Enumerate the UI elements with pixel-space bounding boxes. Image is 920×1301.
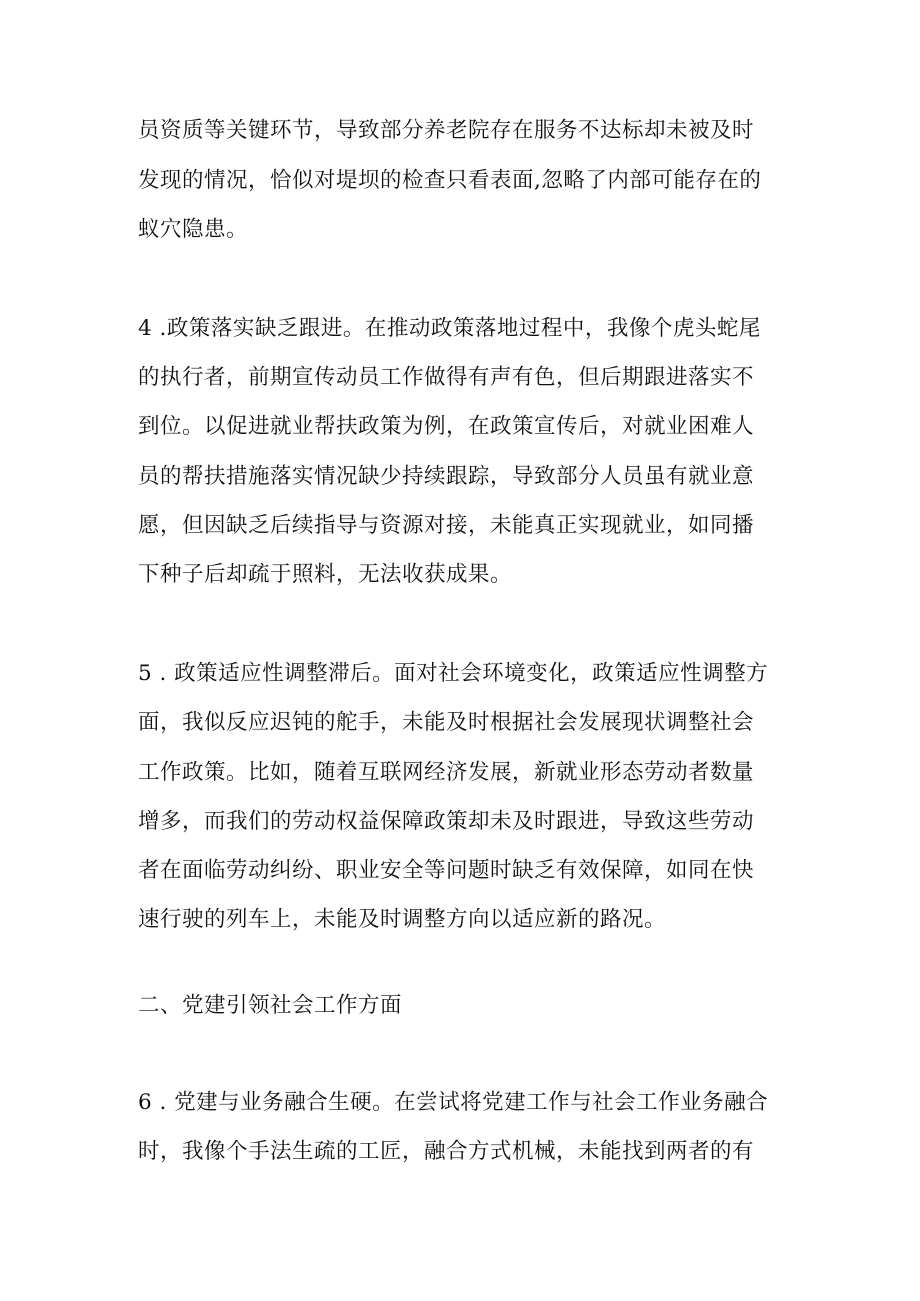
paragraph-3-line-5: 者在面临劳动纠纷、职业安全等问题时缺乏有效保障，如同在快 [138, 858, 755, 883]
paragraph-2-line-4: 员的帮扶措施落实情况缺少持续跟踪，导致部分人员虽有就业意 [138, 464, 755, 489]
paragraph-1-line-1: 员资质等关键环节，导致部分养老院存在服务不达标却未被及时 [138, 118, 755, 143]
paragraph-2-line-2: 的执行者，前期宣传动员工作做得有声有色，但后期跟进落实不 [138, 365, 755, 390]
paragraph-2-line-1: 4 .政策落实缺乏跟进。在推动政策落地过程中，我像个虎头蛇尾 [138, 316, 761, 341]
paragraph-5-line-1: 6 . 党建与业务融合生硬。在尝试将党建工作与社会工作业务融合 [138, 1090, 769, 1115]
paragraph-1-line-2: 发现的情况，恰似对堤坝的检查只看表面,忽略了内部可能存在的 [138, 168, 762, 193]
paragraph-3-line-4: 增多，而我们的劳动权益保障政策却未及时跟进，导致这些劳动 [138, 809, 755, 834]
section-heading: 二、党建引领社会工作方面 [138, 993, 403, 1018]
paragraph-5-line-2: 时，我像个手法生疏的工匠，融合方式机械，未能找到两者的有 [138, 1139, 755, 1164]
paragraph-3-line-6: 速行驶的列车上，未能及时调整方向以适应新的路况。 [138, 907, 667, 932]
paragraph-2-line-3: 到位。以促进就业帮扶政策为例，在政策宣传后，对就业困难人 [138, 414, 755, 439]
paragraph-2-line-6: 下种子后却疏于照料，无法收获成果。 [138, 562, 513, 587]
paragraph-3-line-2: 面，我似反应迟钝的舵手，未能及时根据社会发展现状调整社会 [138, 710, 755, 735]
paragraph-3-line-1: 5 . 政策适应性调整滞后。面对社会环境变化，政策适应性调整方 [138, 661, 769, 686]
paragraph-2-line-5: 愿，但因缺乏后续指导与资源对接，未能真正实现就业，如同播 [138, 513, 755, 538]
paragraph-3-line-3: 工作政策。比如，随着互联网经济发展，新就业形态劳动者数量 [138, 760, 755, 785]
paragraph-1-line-3: 蚁穴隐患。 [138, 217, 249, 242]
